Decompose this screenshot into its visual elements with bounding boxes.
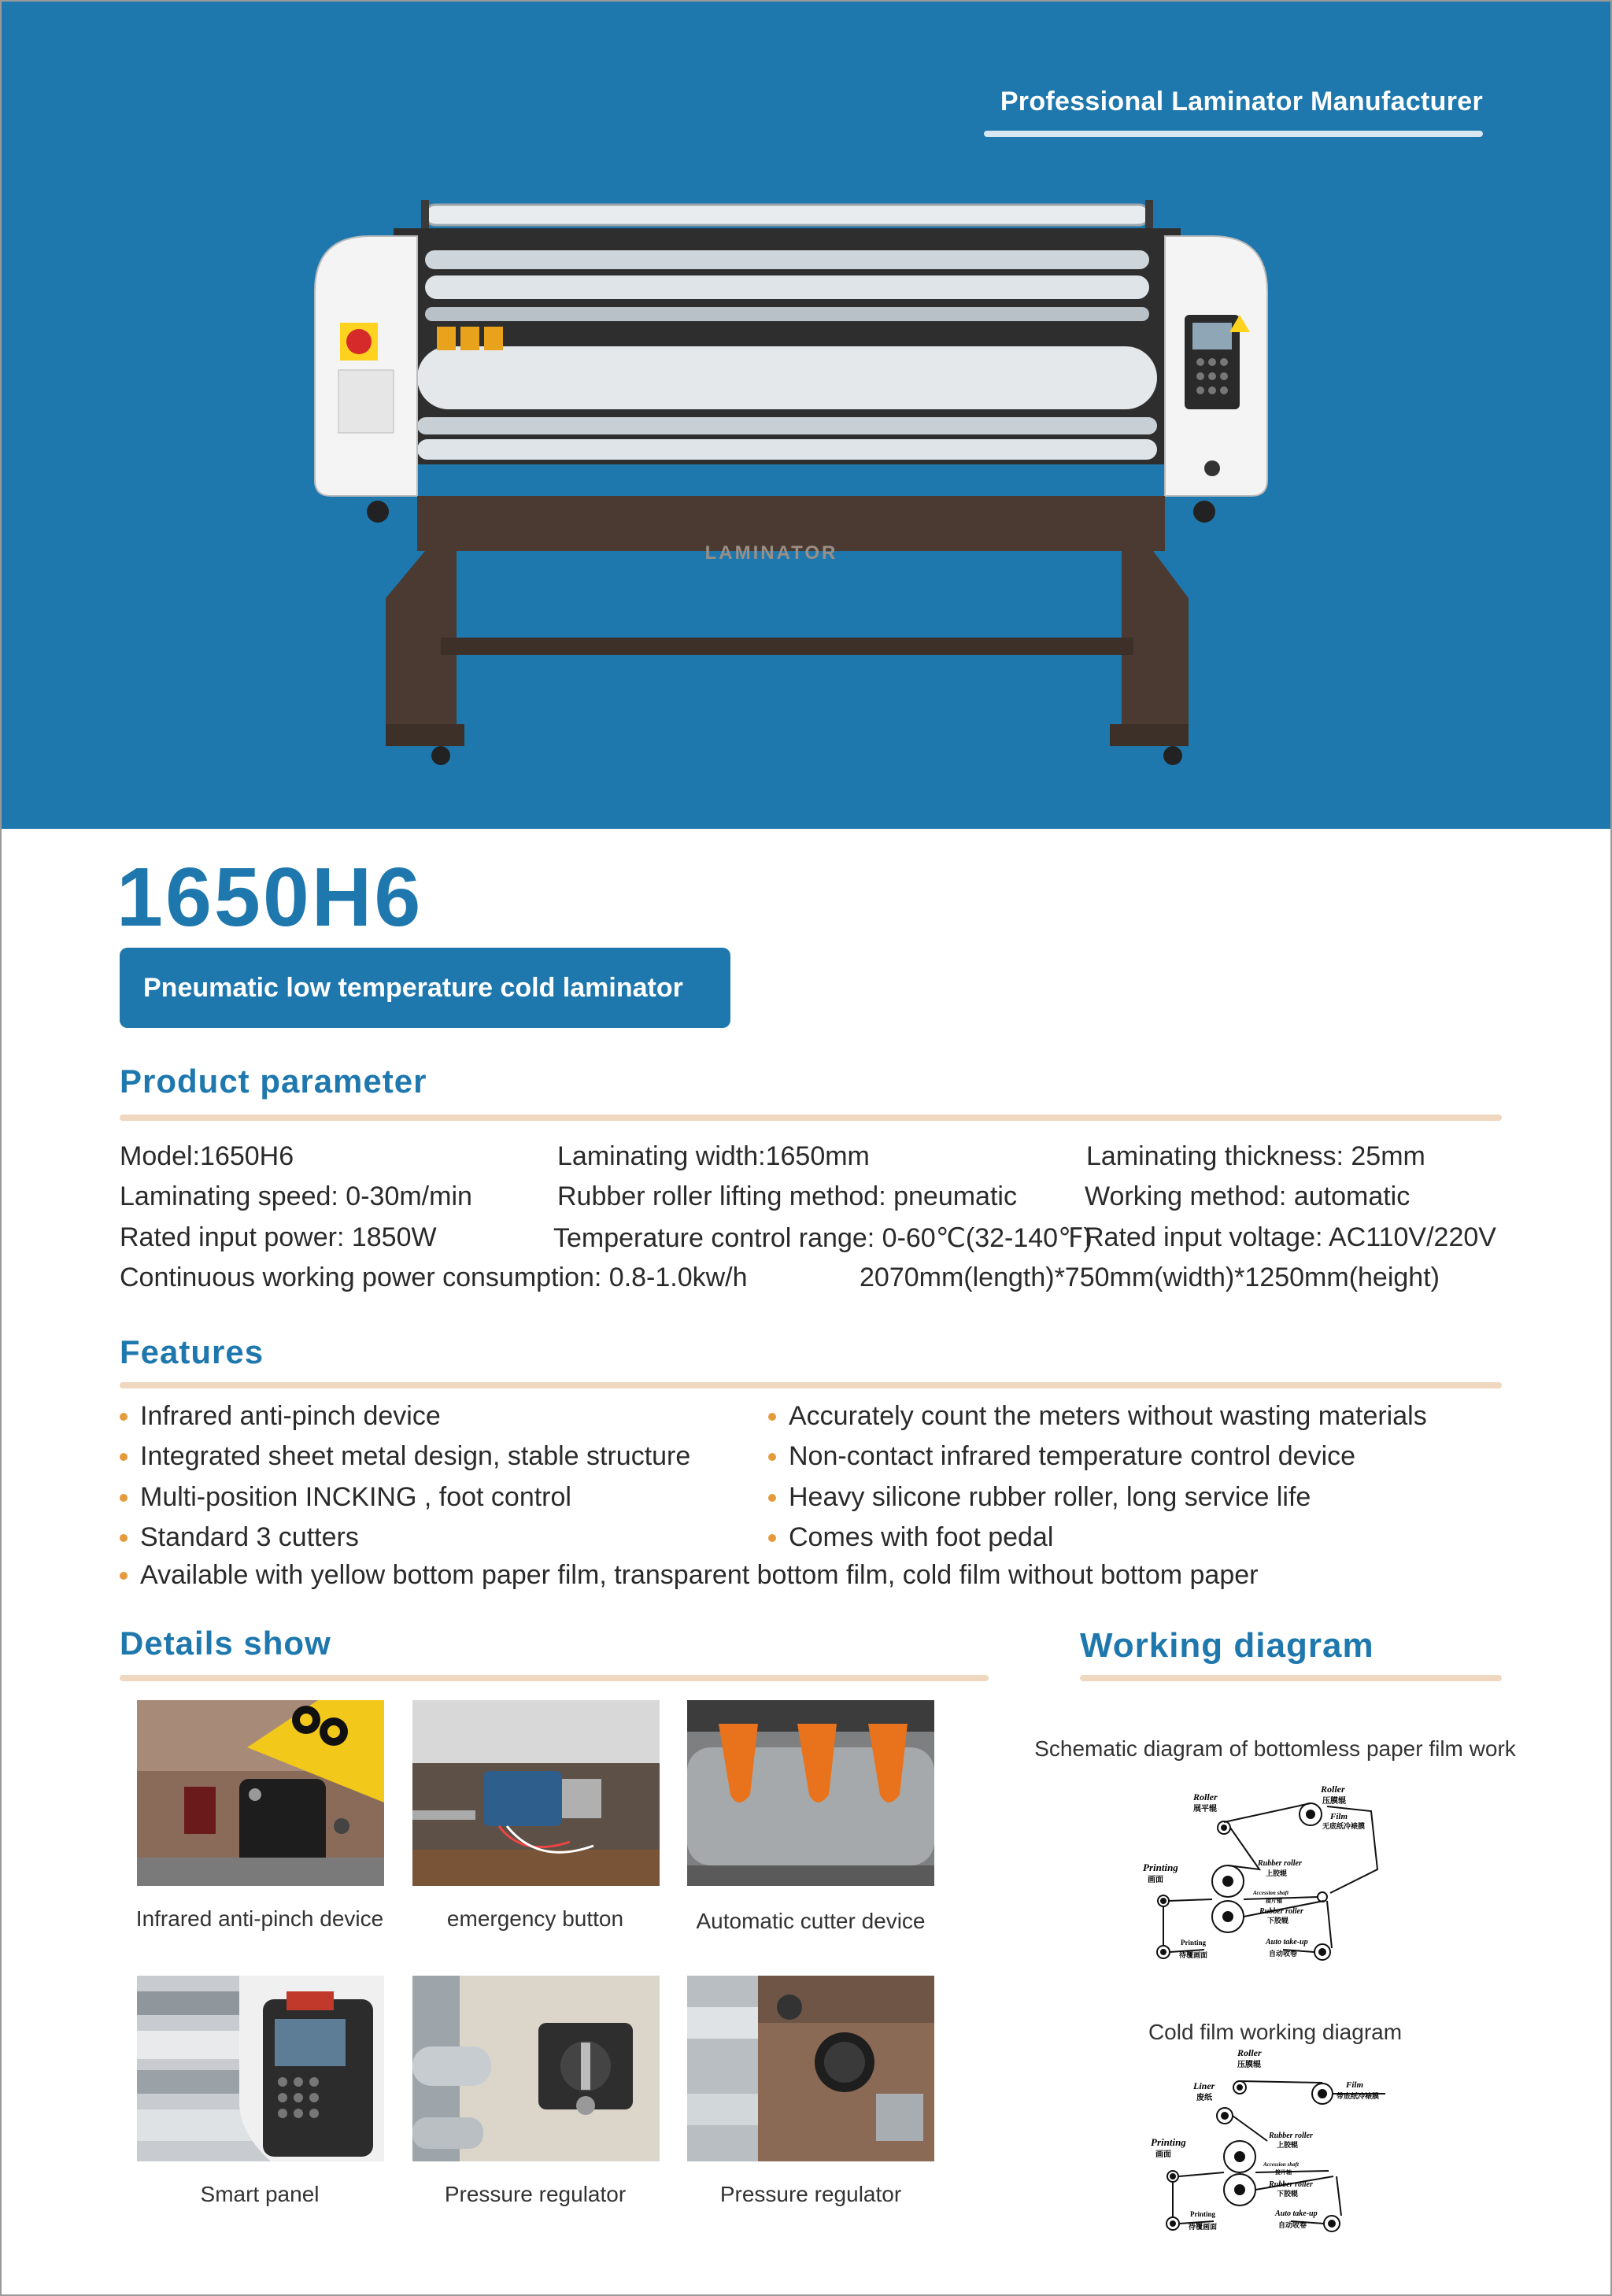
diagram1-label-printing-cn: 画面 — [1148, 1876, 1163, 1884]
model-subtitle-text: Pneumatic low temperature cold laminator — [143, 972, 683, 1003]
diagram1-caption: Schematic diagram of bottomless paper film work — [1034, 1736, 1516, 1761]
diagram2-label-accession-cn: 接片轴 — [1275, 2169, 1292, 2176]
detail-photo-pressure-regulator-1 — [412, 1976, 660, 2161]
diagram1-label-printing-bottom: Printing — [1181, 1939, 1207, 1947]
model-code: 1650H6 — [116, 851, 423, 944]
diagram2-label-liner: Liner — [1193, 2080, 1215, 2091]
detail-caption: Infrared anti-pinch device — [135, 1906, 384, 1931]
diagram1-label-rubber-lower: Rubber roller — [1259, 1907, 1303, 1916]
detail-photo-anti-pinch — [137, 1700, 384, 1886]
param-laminating-width: Laminating width:1650mm — [557, 1141, 870, 1171]
diagram1-label-film-cn: 无底纸冷裱膜 — [1322, 1822, 1366, 1830]
bullet-icon — [768, 1453, 776, 1461]
bullet-icon — [120, 1572, 128, 1580]
bullet-icon — [120, 1494, 128, 1502]
diagram1-label-auto-takeup: Auto take-up — [1266, 1938, 1308, 1947]
param-power-consumption: Continuous working power consumption: 0.8-1.0kw/h — [120, 1263, 748, 1292]
bullet-icon — [120, 1453, 128, 1461]
hero-banner — [0, 0, 1612, 829]
param-dimensions: 2070mm(length)*750mm(width)*1250mm(height) — [860, 1263, 1440, 1292]
machine-brand-text: LAMINATOR — [704, 542, 838, 564]
parameters-rule — [120, 1115, 1502, 1121]
feature-item: Integrated sheet metal design, stable structure — [120, 1441, 690, 1472]
bullet-icon — [120, 1413, 128, 1421]
working-diagram-title: Working diagram — [1080, 1626, 1374, 1665]
feature-item: Comes with foot pedal — [768, 1522, 1053, 1553]
diagram1-label-roller-right: Roller — [1321, 1784, 1345, 1795]
diagram1-label-rubber-lower-cn: 下胶辊 — [1267, 1917, 1289, 1924]
detail-caption: Smart panel — [200, 2182, 320, 2206]
bullet-icon — [768, 1413, 776, 1421]
bullet-icon — [120, 1534, 128, 1542]
param-temp-range: Temperature control range: 0-60℃(32-140℉) — [553, 1223, 1093, 1253]
feature-item: Standard 3 cutters — [120, 1522, 359, 1553]
diagram2-label-liner-cn: 废纸 — [1196, 2094, 1212, 2102]
detail-photo-cutter — [687, 1700, 934, 1886]
diagram1-label-auto-takeup-cn: 自动收卷 — [1269, 1950, 1298, 1958]
diagram2-label-printing-bottom: Printing — [1190, 2210, 1216, 2218]
working-diagram-rule — [1080, 1675, 1502, 1681]
detail-photo-pressure-regulator-2 — [687, 1976, 934, 2161]
diagram2-label-auto-takeup-cn: 自动收卷 — [1278, 2221, 1307, 2229]
parameters-title: Product parameter — [120, 1063, 427, 1100]
param-working-method: Working method: automatic — [1085, 1181, 1410, 1211]
laminator-machine-image — [299, 189, 1338, 795]
detail-caption: Automatic cutter device — [696, 1909, 926, 1933]
diagram1-label-roller-top-cn: 展平辊 — [1193, 1805, 1217, 1814]
feature-item: Multi-position INCKING , foot control — [120, 1482, 571, 1513]
diagram2-label-roller-top: Roller — [1237, 2047, 1262, 2058]
features-title: Features — [120, 1333, 264, 1370]
diagram1-label-roller-right-cn: 压膜辊 — [1322, 1797, 1346, 1806]
diagram2-label-printing-bottom-cn: 待覆画面 — [1189, 2223, 1218, 2231]
details-title: Details show — [120, 1625, 331, 1662]
diagram1-label-roller-top: Roller — [1193, 1791, 1218, 1802]
detail-photo-smart-panel — [137, 1976, 384, 2161]
feature-item: Heavy silicone rubber roller, long service life — [768, 1482, 1311, 1513]
param-laminating-thickness: Laminating thickness: 25mm — [1086, 1141, 1425, 1171]
model-subtitle-badge — [120, 948, 730, 1028]
diagram2-label-printing: Printing — [1151, 2136, 1186, 2148]
hero-tagline: Professional Laminator Manufacturer — [1000, 87, 1483, 116]
diagram1-label-rubber-upper: Rubber roller — [1258, 1859, 1302, 1868]
diagram2-label-printing-cn: 画面 — [1155, 2150, 1171, 2159]
diagram1-label-accession: Accession shaft — [1253, 1890, 1288, 1896]
diagram2-cold-film — [1149, 2046, 1401, 2235]
param-rated-power: Rated input power: 1850W — [120, 1222, 437, 1252]
feature-item: Infrared anti-pinch device — [120, 1401, 441, 1432]
param-laminating-speed: Laminating speed: 0-30m/min — [120, 1181, 472, 1211]
diagram1-label-film: Film — [1330, 1812, 1348, 1821]
diagram2-label-rubber-upper: Rubber roller — [1269, 2131, 1313, 2140]
feature-item: Available with yellow bottom paper film, transparent bottom film, cold film without bottom paper — [120, 1560, 1258, 1591]
diagram2-caption: Cold film working diagram — [1148, 2020, 1403, 2044]
param-rated-voltage: Rated input voltage: AC110V/220V — [1085, 1222, 1496, 1252]
diagram2-label-rubber-lower: Rubber roller — [1269, 2180, 1313, 2189]
bullet-icon — [768, 1534, 776, 1542]
features-rule — [120, 1382, 1502, 1388]
diagram2-label-rubber-lower-cn: 下胶辊 — [1277, 2190, 1299, 2198]
detail-photo-emergency — [412, 1700, 660, 1886]
detail-caption: Pressure regulator — [444, 2182, 627, 2206]
details-rule — [120, 1675, 989, 1681]
diagram2-label-film-cn: 带底纸冷裱膜 — [1337, 2092, 1380, 2100]
diagram2-label-roller-top-cn: 压膜辊 — [1237, 2061, 1261, 2069]
diagram1-label-accession-cn: 接片轴 — [1266, 1898, 1282, 1904]
diagram2-label-auto-takeup: Auto take-up — [1275, 2209, 1318, 2218]
tagline-underline — [984, 131, 1483, 137]
diagram2-label-accession: Accession shaft — [1263, 2161, 1299, 2168]
detail-caption: emergency button — [446, 1906, 624, 1931]
feature-item: Non-contact infrared temperature control device — [768, 1441, 1355, 1472]
diagram1-bottomless-film — [1141, 1783, 1393, 1972]
bullet-icon — [768, 1494, 776, 1502]
diagram2-label-film: Film — [1346, 2080, 1364, 2090]
param-lifting-method: Rubber roller lifting method: pneumatic — [557, 1181, 1017, 1211]
feature-item: Accurately count the meters without wasting materials — [768, 1401, 1427, 1432]
diagram1-label-printing-bottom-cn: 待覆画面 — [1179, 1951, 1208, 1959]
param-model: Model:1650H6 — [120, 1141, 294, 1171]
diagram1-label-rubber-upper-cn: 上胶辊 — [1266, 1869, 1288, 1877]
detail-caption: Pressure regulator — [719, 2182, 902, 2206]
diagram2-label-rubber-upper-cn: 上胶辊 — [1277, 2141, 1299, 2149]
diagram1-label-printing: Printing — [1143, 1862, 1178, 1873]
